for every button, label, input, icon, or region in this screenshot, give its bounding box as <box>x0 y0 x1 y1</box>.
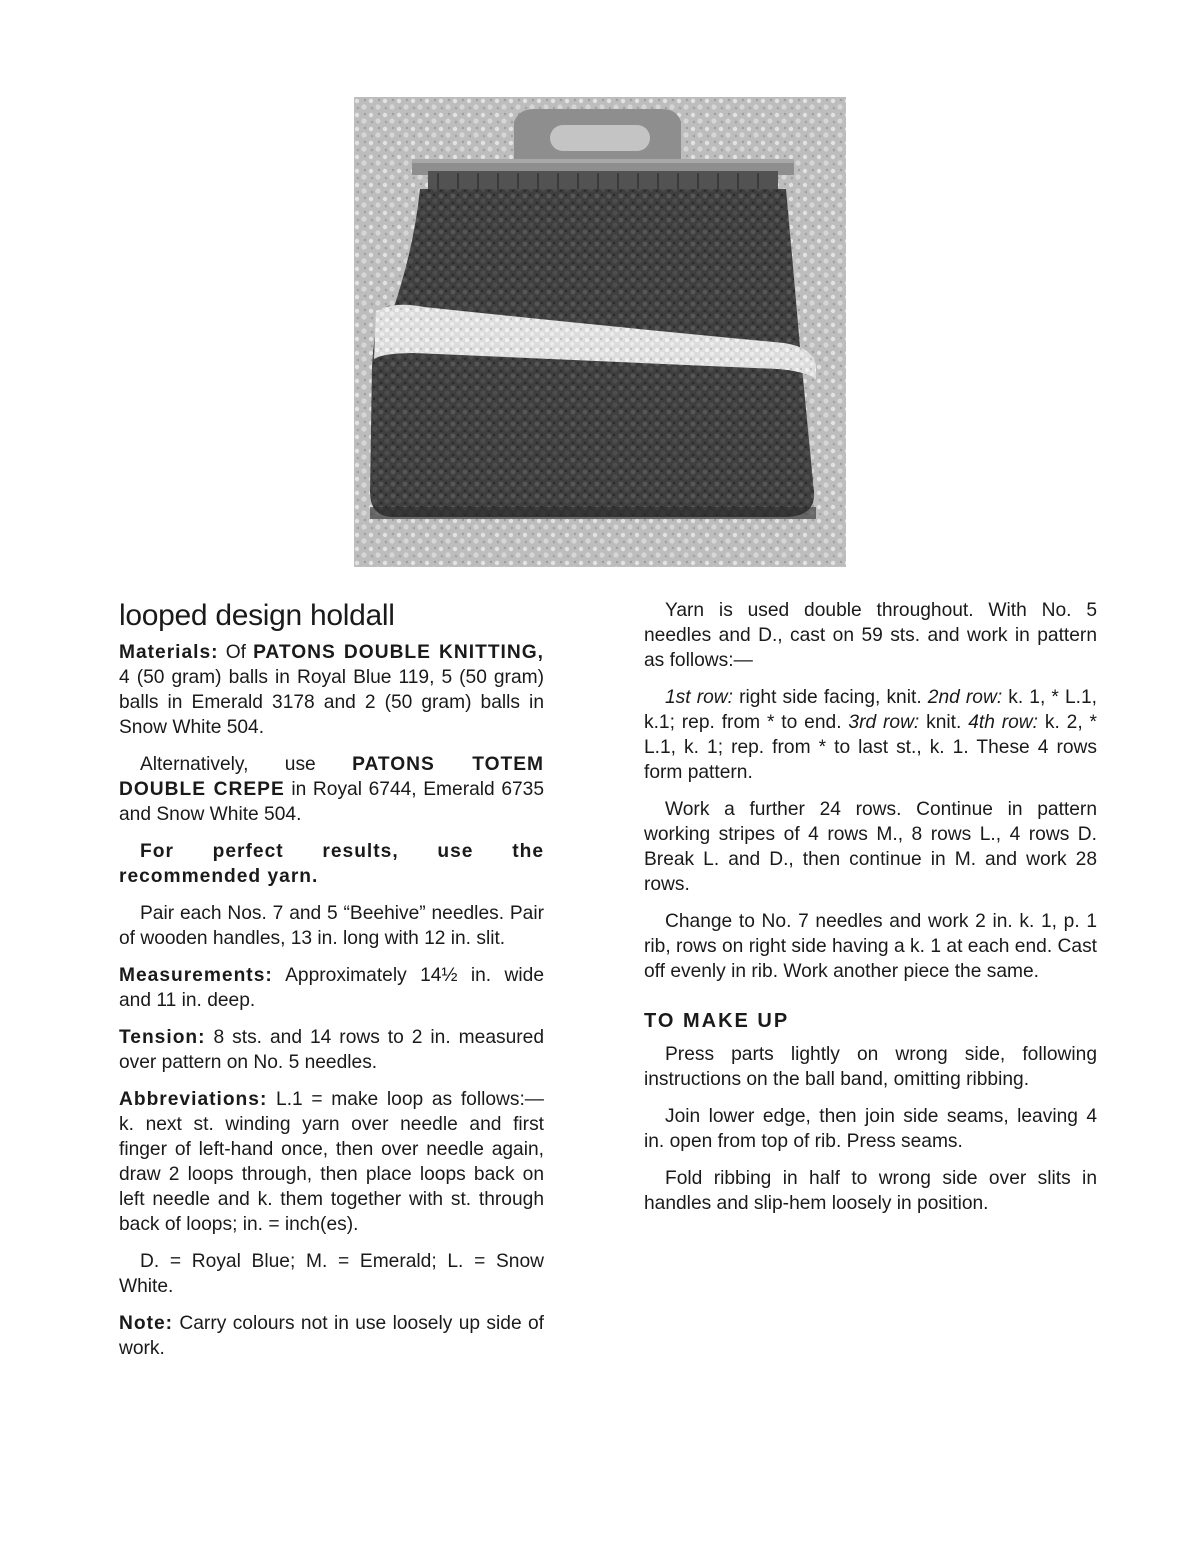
fold-paragraph: Fold ribbing in half to wrong side over slits in handles and slip-hem loosely in position. <box>644 1168 1097 1214</box>
row2-text: k. 1, * L.1, k.1; rep. from * to end. <box>644 687 1097 733</box>
tension-text: 8 sts. and 14 rows to 2 in. measured over pattern on No. 5 needles. <box>119 1027 544 1073</box>
knitted-holdall-photo-icon <box>354 97 846 567</box>
row3-text: knit. <box>919 712 969 733</box>
measurements-paragraph <box>119 963 544 1013</box>
row3-label: 3rd row: <box>848 712 920 733</box>
materials-paragraph <box>119 640 544 740</box>
row1-text: right side facing, knit. <box>732 687 928 708</box>
left-column <box>119 598 544 1373</box>
row4-text: k. 2, * L.1, k. 1; rep. from * to last st., k. 1. These 4 rows form pattern. <box>644 712 1098 783</box>
materials-label: Materials: <box>119 642 219 663</box>
measurements-label: Measurements: <box>119 965 273 986</box>
recommended-yarn-note: For perfect results, use the recommended yarn. <box>119 841 544 887</box>
tension-label: Tension: <box>119 1027 206 1048</box>
tension-paragraph <box>119 1025 544 1075</box>
right-column <box>644 598 1097 1228</box>
join-paragraph: Join lower edge, then join side seams, leaving 4 in. open from top of rib. Press seams. <box>644 1106 1097 1152</box>
materials-pre: Of <box>218 642 254 663</box>
row1-label: 1st row: <box>665 687 733 708</box>
change-needles-paragraph: Change to No. 7 needles and work 2 in. k. 1, p. 1 rib, rows on right side having a k. 1 at each end. Cast off evenly in rib. Work another piece the same. <box>644 911 1097 982</box>
page-title: looped design holdall <box>119 599 395 632</box>
abbreviations-text: L.1 = make loop as follows:— k. next st. winding yarn over needle and first finger of left-hand once, then over needle again, draw 2 loops through, then place loops back on left needle and k. them together with st. through back of loops; in. = inch(es). <box>119 1089 544 1235</box>
note-paragraph <box>119 1311 544 1361</box>
needles-paragraph: Pair each Nos. 7 and 5 “Beehive” needles. Pair of wooden handles, 13 in. long with 12 in. slit. <box>119 903 544 949</box>
abbreviations-label: Abbreviations: <box>119 1089 268 1110</box>
make-up-heading: TO MAKE UP <box>644 1010 790 1032</box>
measurements-text: Approximately 14½ in. wide and 11 in. deep. <box>119 965 544 1011</box>
colour-key-paragraph: D. = Royal Blue; M. = Emerald; L. = Snow White. <box>119 1251 544 1297</box>
row2-label: 2nd row: <box>927 687 1003 708</box>
note-label: Note: <box>119 1313 174 1334</box>
note-text: Carry colours not in use loosely up side of work. <box>119 1313 544 1359</box>
alternative-pre: Alternatively, use <box>140 754 353 775</box>
pattern-rows-paragraph <box>644 685 1097 785</box>
materials-text: 4 (50 gram) balls in Royal Blue 119, 5 (50 gram) balls in Emerald 3178 and 2 (50 gram) balls in Snow White 504. <box>119 667 544 738</box>
abbreviations-paragraph <box>119 1087 544 1237</box>
press-paragraph: Press parts lightly on wrong side, following instructions on the ball band, omitting ribbing. <box>644 1044 1097 1090</box>
alternative-paragraph <box>119 752 544 827</box>
row4-label: 4th row: <box>968 712 1038 733</box>
further-rows-paragraph: Work a further 24 rows. Continue in pattern working stripes of 4 rows M., 8 rows L., 4 rows D. Break L. and D., then continue in M. and work 28 rows. <box>644 799 1097 895</box>
materials-brand: PATONS DOUBLE KNITTING, <box>253 642 544 663</box>
alternative-brand: PATONS TOTEM DOUBLE CREPE <box>119 754 544 800</box>
alternative-text: in Royal 6744, Emerald 6735 and Snow White 504. <box>119 779 544 825</box>
intro-paragraph: Yarn is used double throughout. With No. 5 needles and D., cast on 59 sts. and work in pattern as follows:— <box>644 600 1097 671</box>
